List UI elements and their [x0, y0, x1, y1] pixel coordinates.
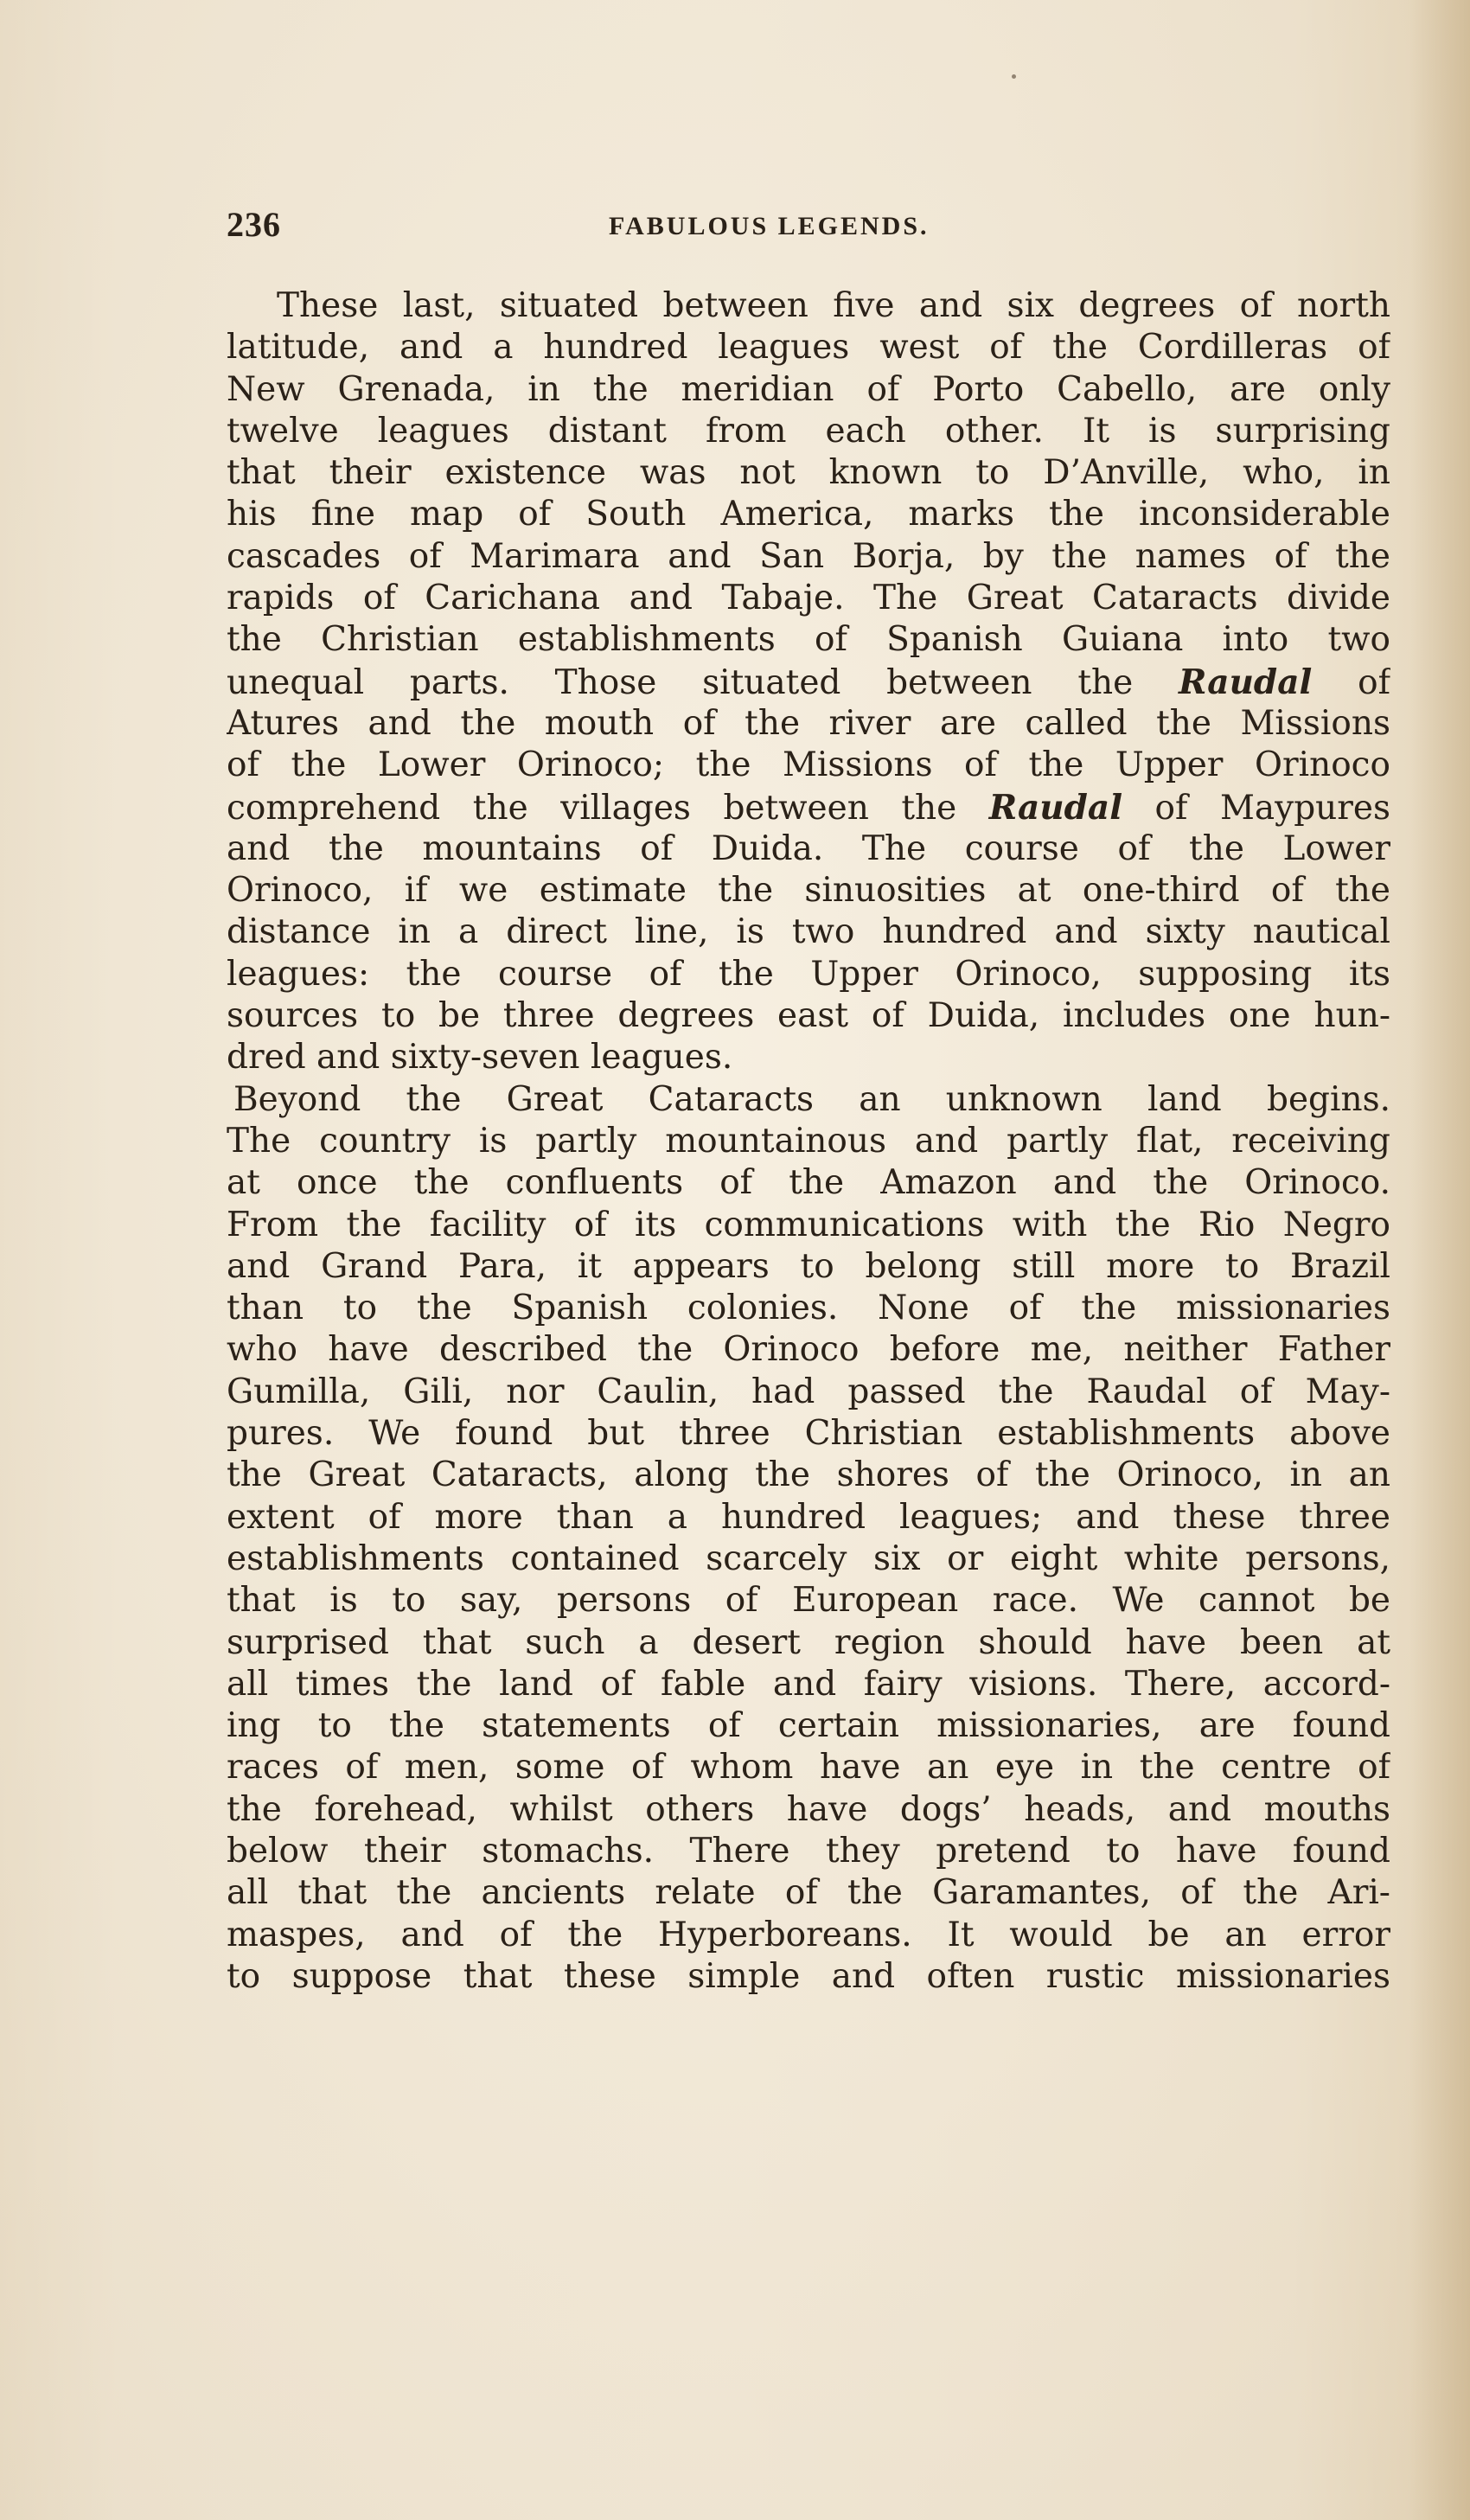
text-line: all that the ancients relate of the Garamantes, of the Ari- — [227, 1873, 1390, 1913]
text-run: comprehend the villages between the — [227, 788, 989, 828]
text-line: the Great Cataracts, along the shores of the Orinoco, in an — [227, 1455, 1390, 1495]
italic-term: Raudal — [1179, 662, 1313, 702]
text-line — [227, 662, 1390, 703]
text-line: maspes, and of the Hyperboreans. It would be an error — [227, 1915, 1390, 1954]
text-line: From the facility of its communications with the Rio Negro — [227, 1205, 1390, 1244]
text-line: that their existence was not known to D’Anville, who, in — [227, 453, 1390, 493]
text-line: ing to the statements of certain missionaries, are found — [227, 1706, 1390, 1746]
body-text — [227, 285, 1390, 1998]
text-run: of Maypures — [1122, 788, 1390, 828]
text-line: distance in a direct line, is two hundred and sixty nautical — [227, 912, 1390, 952]
text-line: twelve leagues distant from each other. It is surprising — [227, 411, 1390, 451]
text-line: all times the land of fable and fairy visions. There, accord- — [227, 1664, 1390, 1704]
text-line: sources to be three degrees east of Duida, includes one hun- — [227, 996, 1390, 1036]
text-line: at once the confluents of the Amazon and the Orinoco. — [227, 1163, 1390, 1203]
text-line: below their stomachs. There they pretend to have found — [227, 1831, 1390, 1871]
text-line: leagues: the course of the Upper Orinoco, supposing its — [227, 954, 1390, 994]
page-edge-shadow — [1409, 0, 1470, 2520]
text-line: that is to say, persons of European race. We cannot be — [227, 1581, 1390, 1621]
running-head — [227, 204, 1390, 256]
text-line: his fine map of South America, marks the inconsiderable — [227, 495, 1390, 534]
text-line: latitude, and a hundred leagues west of the Cordilleras of — [227, 328, 1390, 368]
running-title: FABULOUS LEGENDS. — [609, 212, 930, 240]
text-line: pures. We found but three Christian establishments above — [227, 1414, 1390, 1454]
italic-term: Raudal — [988, 787, 1123, 828]
text-line: the forehead, whilst others have dogs’ heads, and mouths — [227, 1789, 1390, 1829]
text-line: and the mountains of Duida. The course of the Lower — [227, 828, 1390, 868]
text-line: extent of more than a hundred leagues; and these three — [227, 1497, 1390, 1537]
text-line: and Grand Para, it appears to belong still more to Brazil — [227, 1246, 1390, 1286]
text-line: dred and sixty-seven leagues. — [227, 1038, 733, 1078]
text-line: Atures and the mouth of the river are called the Missions — [227, 703, 1390, 743]
text-line: who have described the Orinoco before me, neither Father — [227, 1330, 1390, 1370]
text-line: rapids of Carichana and Tabaje. The Great Cataracts divide — [227, 579, 1390, 618]
text-line: the Christian establishments of Spanish Guiana into two — [227, 620, 1390, 660]
text-line: The country is partly mountainous and partly flat, receiving — [227, 1121, 1390, 1161]
text-line: establishments contained scarcely six or eight white persons, — [227, 1538, 1390, 1578]
text-line: New Grenada, in the meridian of Porto Cabello, are only — [227, 369, 1390, 409]
text-run: of — [1312, 662, 1390, 702]
text-line — [227, 787, 1390, 828]
text-line: These last, situated between five and six degrees of north — [277, 286, 1390, 325]
text-line: Beyond the Great Cataracts an unknown land begins. — [233, 1079, 1390, 1119]
text-line: surprised that such a desert region should have been at — [227, 1622, 1390, 1662]
text-run: unequal parts. Those situated between the — [227, 662, 1179, 702]
paper-speck — [1012, 74, 1016, 79]
text-line: races of men, some of whom have an eye in the centre of — [227, 1748, 1390, 1788]
text-line: to suppose that these simple and often rustic missionaries — [227, 1956, 1390, 1996]
page-number: 236 — [227, 205, 281, 244]
text-line: Orinoco, if we estimate the sinuosities at one-third of the — [227, 871, 1390, 911]
text-line: cascades of Marimara and San Borja, by the names of the — [227, 536, 1390, 576]
text-line: of the Lower Orinoco; the Missions of the Upper Orinoco — [227, 745, 1390, 785]
text-line: than to the Spanish colonies. None of the missionaries — [227, 1289, 1390, 1328]
text-line: Gumilla, Gili, nor Caulin, had passed the Raudal of May- — [227, 1372, 1390, 1411]
